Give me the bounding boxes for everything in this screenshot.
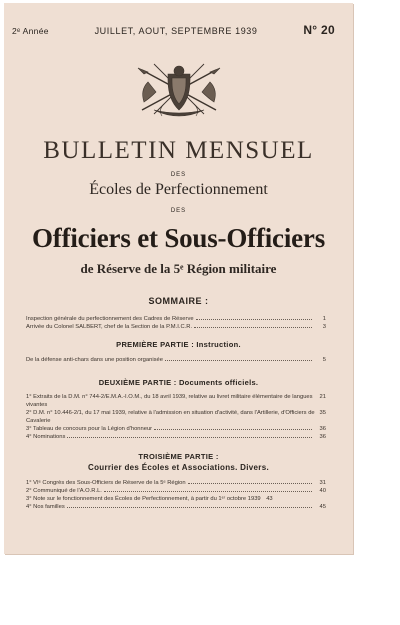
bulletin-cover — [4, 3, 353, 554]
toc-entry-text: Inspection générale du perfectionnement des Cadres de Réserve — [26, 316, 194, 322]
toc-leader-dots — [67, 437, 312, 438]
toc-entry-page: 5 — [322, 357, 326, 363]
title-connector-des: DES — [170, 172, 187, 178]
title-connector-des: DES — [170, 208, 187, 214]
toc-part2 — [26, 393, 326, 441]
toc-entry — [26, 356, 326, 364]
toc-leader-dots — [165, 360, 312, 361]
toc-leader-dots — [196, 319, 312, 320]
officers-title: Officiers et Sous-Officiers — [32, 223, 325, 253]
toc-entry-page: 21 — [319, 394, 326, 400]
part3-subheading: Courrier des Écoles et Associations. Divers. — [88, 463, 269, 472]
toc-part3 — [26, 479, 326, 511]
toc-entry-text: De la défense anti-chars dans une position organisée — [26, 357, 163, 363]
toc-entry — [26, 487, 326, 495]
military-trophy-emblem-icon — [134, 60, 224, 122]
bulletin-title: BULLETIN MENSUEL — [43, 137, 314, 164]
toc-entry-text: Arrivée du Colonel SALBERT, chef de la Section de la P.M.I.C.R. — [26, 324, 193, 330]
toc-entry — [26, 425, 326, 433]
toc-leader-dots — [194, 327, 312, 328]
toc-entry-text: 2° D.M. n° 10.446-2/1, du 17 mai 1939, relative à l'admission en situation d'activité, dans l'Artillerie, d'Officiers de Cavalerie — [26, 410, 315, 424]
toc-leader-dots — [67, 507, 312, 508]
part2-heading: DEUXIÈME PARTIE : Documents officiels. — [98, 378, 259, 387]
toc-part1 — [26, 356, 326, 364]
toc-entry-text: 1° Extraits de la D.M. n° 744-2/E.M.A.-I.O.M., du 18 avril 1939, relative au livret militaire élémentaire de langues vivantes — [26, 394, 313, 408]
toc-entry-text: 1° VIᵉ Congrès des Sous-Officiers de Réserve de la 5ᵉ Région — [26, 480, 186, 486]
sommaire-heading: SOMMAIRE : — [148, 296, 209, 306]
toc-entry — [26, 495, 326, 503]
toc-entry-text: 2° Communiqué de l'A.O.R.L. — [26, 488, 102, 494]
toc-entry — [26, 409, 326, 425]
toc-entry-text: 3° Tableau de concours pour la Légion d'honneur — [26, 426, 153, 432]
toc-entry-text: 4° Nominations — [26, 434, 66, 440]
issue-dates: JUILLET, AOUT, SEPTEMBRE 1939 — [94, 26, 258, 36]
toc-entry — [26, 503, 326, 511]
toc-entry-page: 1 — [322, 316, 326, 322]
toc-entry-text: 3° Note sur le fonctionnement des Écoles de Perfectionnement, à partir du 1ᵉʳ octobre 1939 — [26, 496, 261, 502]
toc-entry-page: 36 — [319, 434, 326, 440]
schools-title: Écoles de Perfectionnement — [89, 181, 268, 198]
toc-entry-page: 31 — [319, 480, 326, 486]
toc-intro — [26, 315, 326, 331]
part3-heading: TROISIÈME PARTIE : — [138, 452, 219, 461]
year-label: 2ᵉ Année — [12, 26, 49, 36]
toc-entry — [26, 433, 326, 441]
issue-number: N° 20 — [303, 23, 335, 37]
toc-entry-page: 35 — [319, 410, 326, 416]
toc-entry-page: 3 — [322, 324, 326, 330]
toc-entry-page: 40 — [319, 488, 326, 494]
cover-header — [12, 23, 335, 37]
toc-entry — [26, 323, 326, 331]
toc-entry-page: 43 — [266, 496, 273, 502]
toc-leader-dots — [104, 491, 312, 492]
toc-entry — [26, 479, 326, 487]
part1-heading: PREMIÈRE PARTIE : Instruction. — [116, 340, 241, 349]
toc-entry-page: 45 — [319, 504, 326, 510]
toc-leader-dots — [154, 429, 312, 430]
toc-leader-dots — [188, 483, 312, 484]
toc-entry — [26, 315, 326, 323]
region-subtitle: de Réserve de la 5ᵉ Région militaire — [80, 261, 277, 276]
toc-entry — [26, 393, 326, 409]
toc-entry-text: 4° Nos familles — [26, 504, 65, 510]
toc-entry-page: 36 — [319, 426, 326, 432]
